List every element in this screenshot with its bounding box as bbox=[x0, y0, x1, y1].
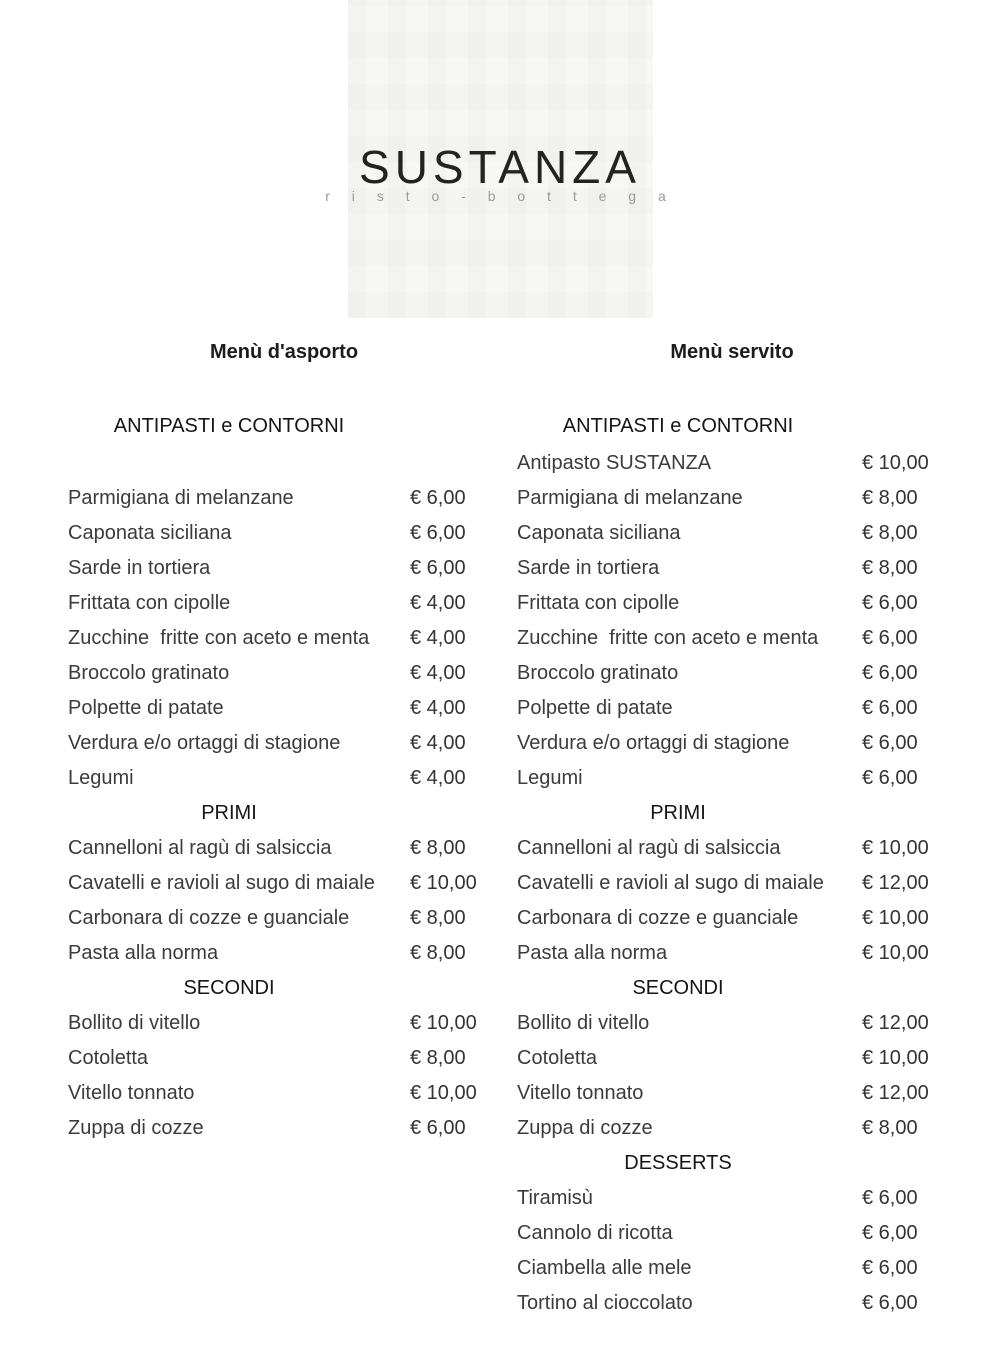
section-header-row bbox=[0, 796, 1000, 831]
item-price: € 8,00 bbox=[862, 1117, 918, 1139]
item-price: € 4,00 bbox=[410, 697, 466, 719]
item-name: Verdura e/o ortaggi di stagione bbox=[517, 732, 790, 754]
item-name: Cavatelli e ravioli al sugo di maiale bbox=[68, 872, 375, 894]
item-price: € 10,00 bbox=[862, 837, 929, 859]
item-price: € 12,00 bbox=[862, 872, 929, 894]
section-header-label: SECONDI bbox=[632, 977, 724, 999]
menu-item-row bbox=[0, 831, 1000, 866]
section-header-label: PRIMI bbox=[201, 802, 257, 824]
item-name: Caponata siciliana bbox=[517, 522, 681, 544]
item-price: € 4,00 bbox=[410, 732, 466, 754]
item-name: Zucchine fritte con aceto e menta bbox=[517, 627, 819, 649]
item-price: € 10,00 bbox=[410, 1012, 477, 1034]
item-price: € 6,00 bbox=[862, 732, 918, 754]
menu-item-row bbox=[0, 1181, 1000, 1216]
item-name: Bollito di vitello bbox=[517, 1012, 650, 1034]
item-price: € 8,00 bbox=[410, 1047, 466, 1069]
column-title-served-menu: Menù servito bbox=[670, 341, 794, 363]
item-name: Broccolo gratinato bbox=[68, 662, 230, 684]
item-name: Polpette di patate bbox=[517, 697, 673, 719]
item-price: € 10,00 bbox=[862, 1047, 929, 1069]
section-header-row bbox=[0, 971, 1000, 1006]
item-price: € 6,00 bbox=[410, 1117, 466, 1139]
item-name: Carbonara di cozze e guanciale bbox=[517, 907, 799, 929]
item-name: Vitello tonnato bbox=[517, 1082, 644, 1104]
item-name: Tortino al cioccolato bbox=[517, 1292, 693, 1314]
item-price: € 4,00 bbox=[410, 767, 466, 789]
item-price: € 10,00 bbox=[862, 907, 929, 929]
item-name: Zuppa di cozze bbox=[68, 1117, 204, 1139]
item-name: Cotoletta bbox=[517, 1047, 598, 1069]
item-name: Cotoletta bbox=[68, 1047, 149, 1069]
menu-item-row bbox=[0, 1041, 1000, 1076]
menu-item-row bbox=[0, 901, 1000, 936]
item-name: Parmigiana di melanzane bbox=[68, 487, 294, 509]
item-name: Legumi bbox=[68, 767, 134, 789]
section-header-antipasti-left: ANTIPASTI e CONTORNI bbox=[113, 415, 345, 437]
menu-item-row bbox=[0, 761, 1000, 796]
item-name: Parmigiana di melanzane bbox=[517, 487, 743, 509]
item-name: Frittata con cipolle bbox=[517, 592, 680, 614]
menu-item-row bbox=[0, 516, 1000, 551]
menu-item-row bbox=[0, 691, 1000, 726]
menu-item-row bbox=[0, 726, 1000, 761]
item-name: Ciambella alle mele bbox=[517, 1257, 692, 1279]
item-price: € 12,00 bbox=[862, 1082, 929, 1104]
menu-item-row bbox=[0, 1006, 1000, 1041]
menu-item-row bbox=[0, 1076, 1000, 1111]
item-name: Broccolo gratinato bbox=[517, 662, 679, 684]
brand-name: SUSTANZA bbox=[359, 141, 641, 193]
section-header-antipasti-right: ANTIPASTI e CONTORNI bbox=[562, 415, 794, 437]
item-price: € 8,00 bbox=[410, 837, 466, 859]
item-price: € 6,00 bbox=[410, 487, 466, 509]
menu-item-row bbox=[0, 656, 1000, 691]
item-price: € 6,00 bbox=[862, 1257, 918, 1279]
menu-item-row bbox=[0, 936, 1000, 971]
item-price: € 8,00 bbox=[862, 557, 918, 579]
item-price: € 4,00 bbox=[410, 592, 466, 614]
item-name: Cannolo di ricotta bbox=[517, 1222, 673, 1244]
item-name: Zucchine fritte con aceto e menta bbox=[68, 627, 370, 649]
item-price: € 6,00 bbox=[862, 627, 918, 649]
item-name: Cannelloni al ragù di salsiccia bbox=[68, 837, 332, 859]
item-price: € 8,00 bbox=[410, 942, 466, 964]
item-name: Cannelloni al ragù di salsiccia bbox=[517, 837, 781, 859]
item-name: Bollito di vitello bbox=[68, 1012, 201, 1034]
item-price: € 10,00 bbox=[862, 942, 929, 964]
item-price: € 8,00 bbox=[862, 522, 918, 544]
item-price: € 6,00 bbox=[862, 592, 918, 614]
menu-item-row bbox=[0, 866, 1000, 901]
item-name: Carbonara di cozze e guanciale bbox=[68, 907, 350, 929]
item-price: € 8,00 bbox=[410, 907, 466, 929]
section-header-label: SECONDI bbox=[183, 977, 275, 999]
menu-item-row bbox=[0, 1286, 1000, 1321]
item-name: Cavatelli e ravioli al sugo di maiale bbox=[517, 872, 824, 894]
item-price: € 10,00 bbox=[410, 872, 477, 894]
item-name: Pasta alla norma bbox=[517, 942, 668, 964]
section-header-row bbox=[0, 1146, 1000, 1181]
item-name: Zuppa di cozze bbox=[517, 1117, 653, 1139]
item-name: Vitello tonnato bbox=[68, 1082, 195, 1104]
item-price: € 4,00 bbox=[410, 662, 466, 684]
menu-item-row bbox=[0, 481, 1000, 516]
item-price: € 4,00 bbox=[410, 627, 466, 649]
item-price: € 6,00 bbox=[862, 1187, 918, 1209]
item-name: Antipasto SUSTANZA bbox=[517, 452, 712, 474]
menu-item-row bbox=[0, 446, 1000, 481]
item-price: € 6,00 bbox=[862, 1292, 918, 1314]
item-name: Polpette di patate bbox=[68, 697, 224, 719]
item-price: € 6,00 bbox=[410, 557, 466, 579]
menu-item-row bbox=[0, 1216, 1000, 1251]
item-price: € 10,00 bbox=[410, 1082, 477, 1104]
section-header-label: DESSERTS bbox=[624, 1152, 732, 1174]
item-name: Sarde in tortiera bbox=[68, 557, 211, 579]
item-name: Caponata siciliana bbox=[68, 522, 232, 544]
item-name: Frittata con cipolle bbox=[68, 592, 231, 614]
menu-item-row bbox=[0, 1251, 1000, 1286]
menu-item-row bbox=[0, 1111, 1000, 1146]
item-name: Tiramisù bbox=[517, 1187, 593, 1209]
item-price: € 6,00 bbox=[862, 662, 918, 684]
section-header-label: PRIMI bbox=[650, 802, 706, 824]
menu-item-row bbox=[0, 586, 1000, 621]
item-name: Sarde in tortiera bbox=[517, 557, 660, 579]
item-price: € 6,00 bbox=[862, 697, 918, 719]
item-price: € 6,00 bbox=[410, 522, 466, 544]
menu-item-row bbox=[0, 551, 1000, 586]
item-price: € 12,00 bbox=[862, 1012, 929, 1034]
item-name: Verdura e/o ortaggi di stagione bbox=[68, 732, 341, 754]
item-price: € 6,00 bbox=[862, 1222, 918, 1244]
item-price: € 10,00 bbox=[862, 452, 929, 474]
item-name: Pasta alla norma bbox=[68, 942, 219, 964]
column-title-takeaway-menu: Menù d'asporto bbox=[209, 341, 359, 363]
item-price: € 8,00 bbox=[862, 487, 918, 509]
item-price: € 6,00 bbox=[862, 767, 918, 789]
menu-item-row bbox=[0, 621, 1000, 656]
item-name: Legumi bbox=[517, 767, 583, 789]
brand-tagline: r i s t o - b o t t e g a bbox=[325, 188, 675, 204]
